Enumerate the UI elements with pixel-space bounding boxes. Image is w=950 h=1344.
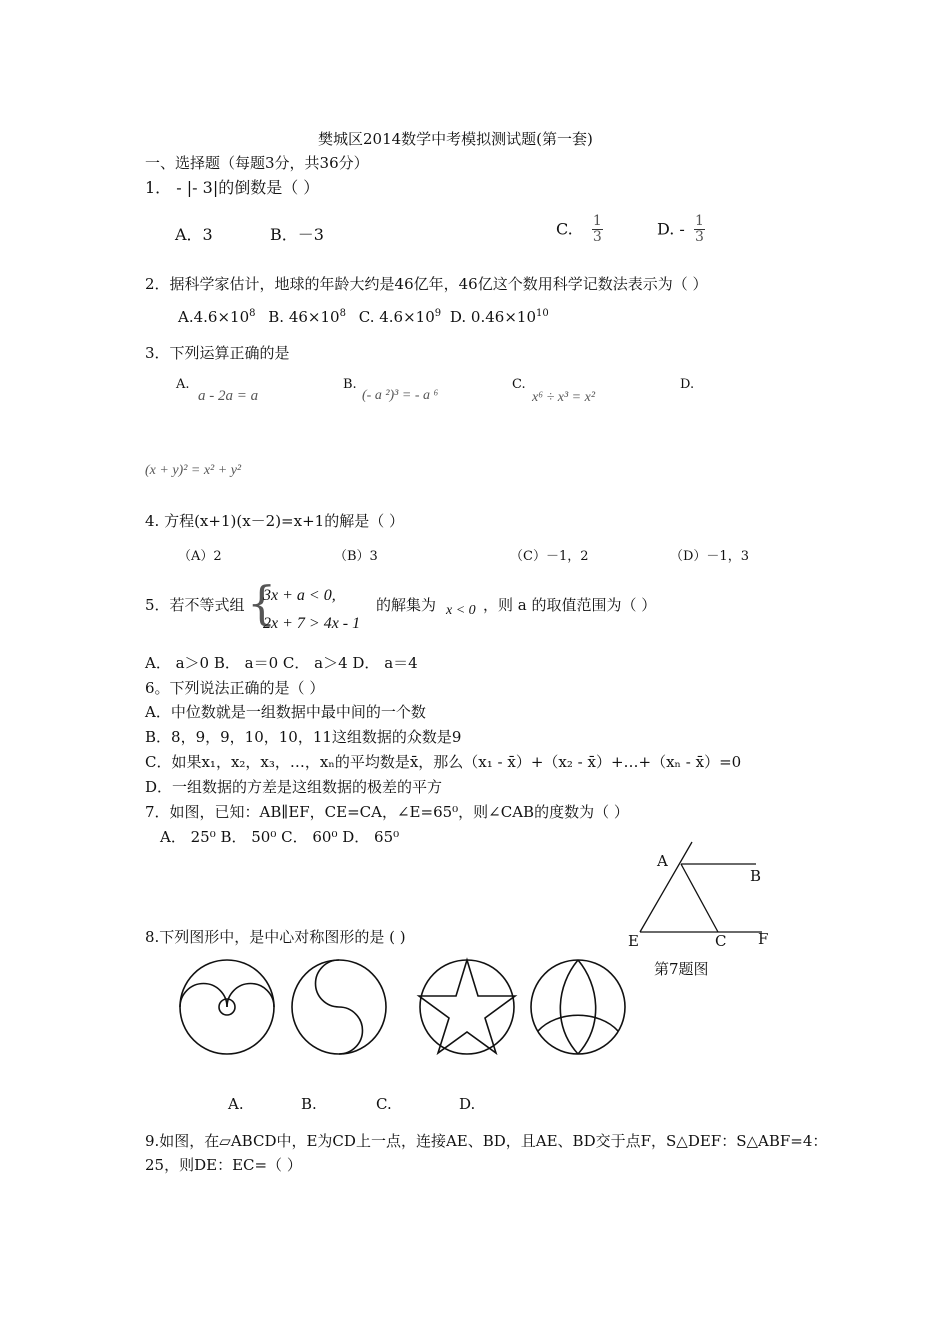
q6-option-b: B．8，9，9，10，10，11这组数据的众数是9: [145, 728, 462, 746]
q3-stem: 3．下列运算正确的是: [145, 344, 290, 362]
q8-label-d: D.: [459, 1095, 476, 1113]
q2-option-d: D. 0.46×10: [449, 308, 536, 326]
q1-c-fraction: [592, 214, 603, 246]
q1-d-fraction: [694, 214, 705, 246]
line-ac: [681, 864, 718, 932]
q5-suffix: ，则 a 的取值范围为（ ）: [483, 596, 657, 614]
q1-c-label: C.: [556, 219, 573, 239]
q4-option-c: （C）－1，2: [510, 549, 589, 564]
q1-d-label: D. -: [657, 219, 685, 239]
q1-d-den: 3: [694, 229, 704, 246]
q7-label-a: A: [657, 852, 668, 870]
q3-d-expr: (x + y)² = x² + y²: [145, 463, 242, 478]
q3-d-label: D.: [680, 377, 695, 392]
q1-stem: 1． - |- 3|的倒数是（ ）: [145, 178, 320, 197]
q2-option-a: A.4.6×10: [178, 308, 250, 326]
q3-a-expr: a - 2a = a: [198, 388, 259, 404]
q8-label-c: C.: [376, 1095, 392, 1113]
q4-option-b: （B）3: [334, 549, 378, 564]
q5-prefix: 5．若不等式组: [145, 596, 245, 614]
q7-label-c: C: [715, 932, 727, 950]
q1-c-den: 3: [592, 229, 602, 246]
q2-d-exp: 10: [536, 308, 549, 319]
q2-option-b: B. 46×10: [268, 308, 340, 326]
q2-option-c: C. 4.6×10: [358, 308, 435, 326]
q1-option-c: [556, 214, 603, 246]
q8-label-a: A.: [228, 1095, 244, 1113]
q7-label-f: F: [758, 930, 769, 948]
q7-figure: [620, 840, 780, 950]
q3-b-expr: (- a ²)³ = - a ⁶: [362, 388, 439, 403]
q7-caption: 第7题图: [654, 960, 709, 978]
q3-a-label: A.: [176, 377, 190, 392]
q6-option-c: C．如果x₁，x₂，x₃，…，xₙ的平均数是x̄，那么（x₁ - x̄）+（x₂ - x̄）+…+（xₙ - x̄）=0: [145, 753, 742, 771]
section-heading: 一、选择题（每题3分，共36分）: [145, 154, 369, 172]
q5-line1: 3x + a < 0,: [263, 587, 336, 604]
q2-stem: 2．据科学家估计，地球的年龄大约是46亿年，46亿这个数用科学记数法表示为（ ）: [145, 275, 708, 293]
q9-line2: 25，则DE：EC=（ ）: [145, 1156, 302, 1174]
figure-b: [292, 960, 386, 1054]
q8-stem: 8.下列图形中，是中心对称图形的是 ( ): [145, 928, 406, 946]
q7-stem: 7．如图，已知：AB∥EF，CE=CA，∠E=65⁰，则∠CAB的度数为（ ）: [145, 803, 629, 821]
q8-figures: [172, 955, 632, 1065]
q1-d-num: 1: [694, 213, 704, 229]
q4-stem: 4. 方程(x+1)(x－2)=x+1的解是（ ）: [145, 512, 404, 530]
q4-option-d: （D）－1，3: [670, 549, 749, 564]
q5-mid: 的解集为: [376, 596, 437, 614]
q1-c-num: 1: [592, 213, 602, 229]
q6-option-a: A．中位数就是一组数据中最中间的一个数: [145, 703, 426, 721]
q7-label-e: E: [628, 932, 639, 950]
page-title: 樊城区2014数学中考模拟测试题(第一套): [318, 130, 593, 148]
q7-options: A． 25⁰ B． 50⁰ C． 60⁰ D． 65⁰: [160, 828, 400, 846]
q4-option-a: （A）2: [178, 549, 222, 564]
q2-c-exp: 9: [434, 308, 442, 319]
q3-b-label: B.: [343, 377, 357, 392]
q2-a-exp: 8: [249, 308, 256, 319]
q7-label-b: B: [750, 867, 762, 885]
q3-c-expr: x⁶ ÷ x³ = x²: [532, 390, 596, 405]
q5-brace: {: [247, 576, 277, 630]
q5-line2: 2x + 7 > 4x - 1: [263, 615, 361, 632]
q1-option-a: A．3: [175, 225, 213, 244]
figure-a: [180, 960, 274, 1054]
q6-option-d: D．一组数据的方差是这组数据的极差的平方: [145, 778, 443, 796]
q1-option-b: B．－3: [270, 225, 324, 244]
q9-line1: 9.如图，在▱ABCD中，E为CD上一点，连接AE、BD，且AE、BD交于点F，S△DEF：S△ABF=4：: [145, 1132, 828, 1150]
q5-options: A． a＞0 B． a＝0 C． a＞4 D． a＝4: [145, 654, 418, 672]
q3-c-label: C.: [512, 377, 526, 392]
figure-c: [419, 960, 515, 1054]
q6-stem: 6。下列说法正确的是（ ）: [145, 679, 325, 697]
q5-condition: x < 0: [446, 603, 476, 618]
figure-d: [531, 960, 625, 1054]
q1-option-d: [657, 214, 705, 246]
q2-b-exp: 8: [339, 308, 346, 319]
q2-options: [178, 308, 549, 326]
q8-label-b: B.: [301, 1095, 317, 1113]
